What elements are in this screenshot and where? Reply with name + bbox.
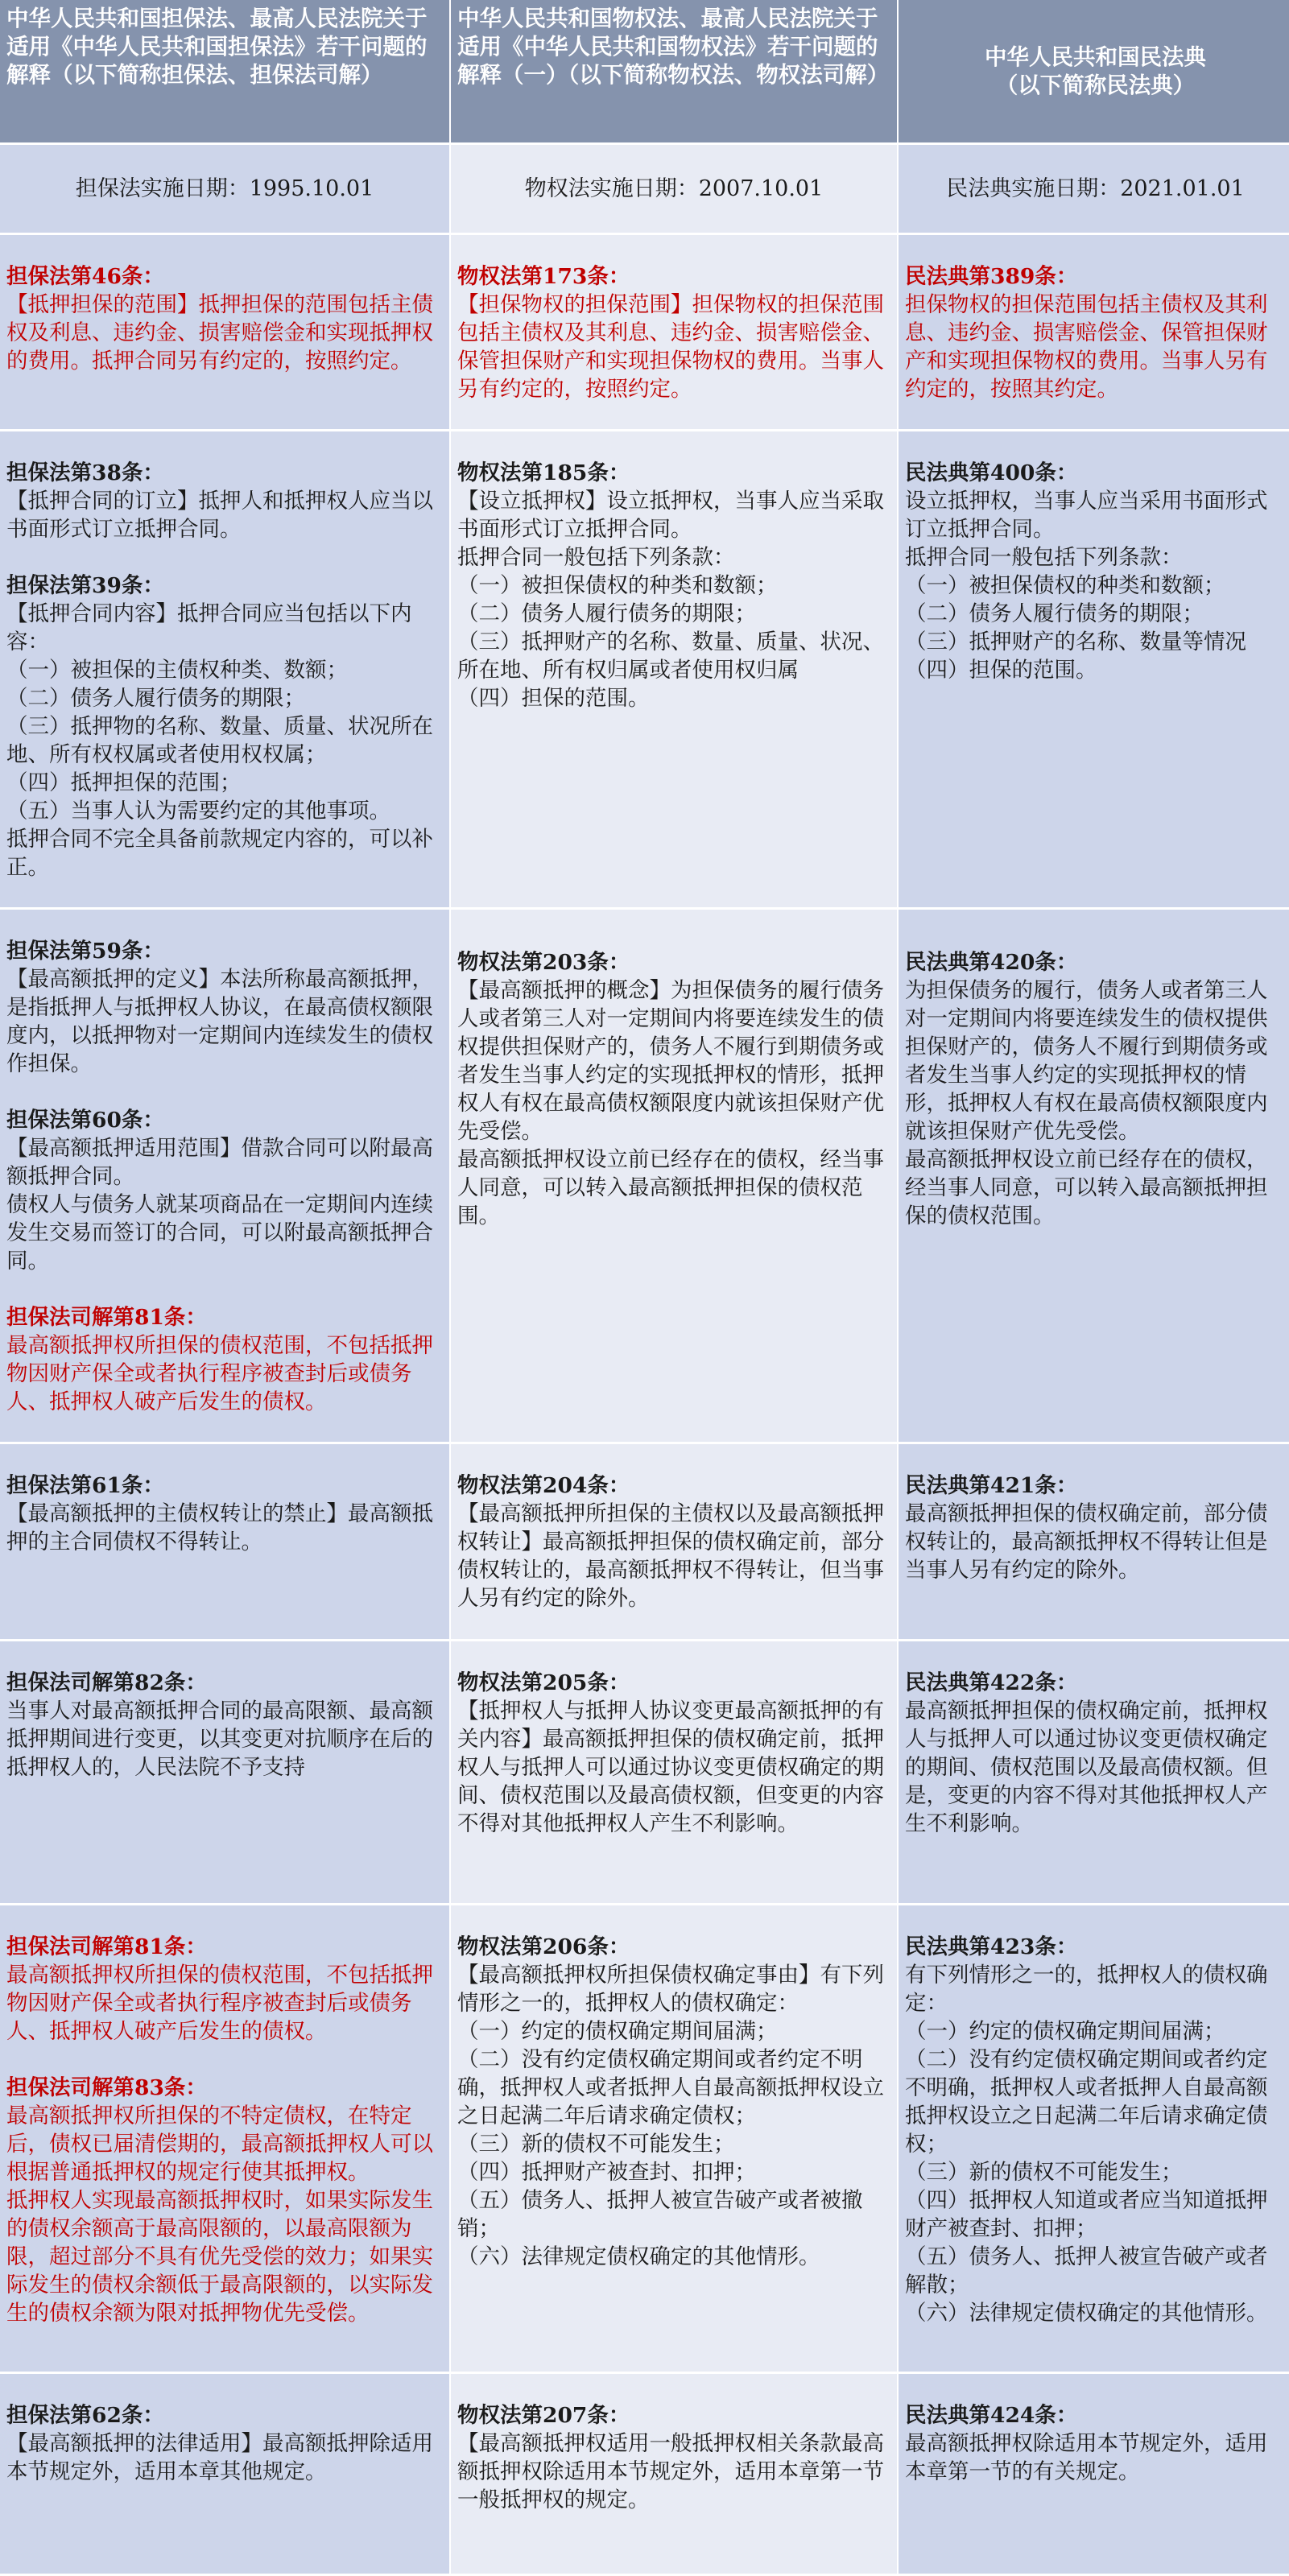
article-body: 【抵押权人与抵押人协议变更最高额抵押的有关内容】最高额抵押担保的债权确定前，抵押权人与抵押人可以通过协议变更债权确定的期间、债权范围以及最高债权额，但变更的内容不得对其他抵押权人产生不利影响。 <box>457 1699 884 1836</box>
date-civil-code-text: 民法典实施日期：2021.01.01 <box>946 176 1245 201</box>
article-title: 担保法第60条： <box>6 1108 164 1133</box>
article-cell-civil-code <box>899 1905 1289 2374</box>
article-block <box>457 1933 890 2271</box>
header-civil-code <box>899 0 1289 145</box>
article-block <box>6 937 443 1078</box>
article-cell-guarantee-law <box>0 235 449 431</box>
date-civil-code <box>899 145 1289 235</box>
article-title: 担保法司解第83条： <box>6 2075 207 2100</box>
article-title: 担保法第38条： <box>6 460 164 485</box>
article-body: 设立抵押权，当事人应当采用书面形式订立抵押合同。 抵押合同一般包括下列条款： （一）被担保债权的种类和数额； （二）债务人履行债务的期限； （三）抵押财产的名称、数量等情况 （四）担保的范围。 <box>905 489 1268 683</box>
article-block <box>457 1669 890 1838</box>
article-body: 【设立抵押权】设立抵押权，当事人应当采取书面形式订立抵押合同。 抵押合同一般包括下列条款： （一）被担保债权的种类和数额； （二）债务人履行债务的期限； （三）抵押财产的名称、数量、质量、状况、所在地、所有权归属或者使用权归属 （四）担保的范围。 <box>457 489 884 711</box>
article-title: 担保法第59条： <box>6 939 164 964</box>
article-body: 【最高额抵押权适用一般抵押权相关条款最高额抵押权除适用本节规定外，适用本章第一节一般抵押权的规定。 <box>457 2431 884 2512</box>
article-title: 物权法第206条： <box>457 1934 630 1959</box>
article-title: 民法典第422条： <box>905 1670 1078 1695</box>
article-block <box>905 2401 1286 2486</box>
article-body: 最高额抵押权除适用本节规定外，适用本章第一节的有关规定。 <box>905 2431 1268 2484</box>
date-guarantee-law <box>0 145 449 235</box>
article-cell-property-law <box>451 1444 897 1641</box>
article-title: 担保法第61条： <box>6 1473 164 1498</box>
article-title: 担保法第46条： <box>6 264 164 289</box>
article-body: 【抵押合同内容】抵押合同应当包括以下内容： （一）被担保的主债权种类、数额； （二）债务人履行债务的期限； （三）抵押物的名称、数量、质量、状况所在地、所有权权属或者使用权权属； （四）抵押担保的范围； （五）当事人认为需要约定的其他事项。 抵押合同不完全具备前款规定内容的，可以补正。 <box>6 601 433 880</box>
article-block <box>905 1933 1286 2327</box>
article-body: 最高额抵押担保的债权确定前，部分债权转让的，最高额抵押权不得转让但是当事人另有约定的除外。 <box>905 1501 1268 1583</box>
article-body: 有下列情形之一的，抵押权人的债权确定： （一）约定的债权确定期间届满； （二）没有约定债权确定期间或者约定不明确，抵押权人或者抵押人自最高额抵押权设立之日起满二年后请求确定债权； （三）新的债权不可能发生； （四）抵押权人知道或者应当知道抵押财产被查封、扣押； （五）债务人、抵押人被宣告破产或者解散； （六）法律规定债权确定的其他情形。 <box>905 1963 1268 2326</box>
article-title: 物权法第204条： <box>457 1473 630 1498</box>
article-cell-guarantee-law <box>0 2374 449 2576</box>
article-block <box>6 262 443 375</box>
article-cell-property-law <box>451 431 897 910</box>
article-cell-guarantee-law <box>0 910 449 1444</box>
article-title: 担保法司解第82条： <box>6 1670 207 1695</box>
article-body: 最高额抵押权所担保的债权范围，不包括抵押物因财产保全或者执行程序被查封后或债务人、抵押权人破产后发生的债权。 <box>6 1333 433 1414</box>
article-body: 【最高额抵押的概念】为担保债务的履行债务人或者第三人对一定期间内将要连续发生的债权提供担保财产的，债务人不履行到期债务或者发生当事人约定的实现抵押权的情形，抵押权人有权在最高债权额限度内就该担保财产优先受偿。 最高额抵押权设立前已经存在的债权，经当事人同意，可以转入最高额抵押担保的债权范围。 <box>457 978 884 1228</box>
article-title: 民法典第389条： <box>905 264 1078 289</box>
article-title: 民法典第400条： <box>905 460 1078 485</box>
article-title: 担保法第39条： <box>6 573 164 598</box>
article-block <box>6 1303 443 1416</box>
article-cell-civil-code <box>899 235 1289 431</box>
article-block <box>905 948 1286 1230</box>
article-block <box>6 2401 443 2486</box>
article-cell-property-law <box>451 1641 897 1905</box>
article-cell-civil-code <box>899 1641 1289 1905</box>
article-block <box>457 262 890 403</box>
article-block <box>6 1669 443 1781</box>
article-block <box>6 2074 443 2327</box>
article-block <box>905 1669 1286 1838</box>
article-body: 【担保物权的担保范围】担保物权的担保范围包括主债权及其利息、违约金、损害赔偿金、保管担保财产和实现担保物权的费用。当事人另有约定的，按照约定。 <box>457 292 884 402</box>
article-title: 民法典第423条： <box>905 1934 1078 1959</box>
article-cell-property-law <box>451 1905 897 2374</box>
article-title: 物权法第185条： <box>457 460 630 485</box>
article-block <box>905 459 1286 684</box>
article-body: 【最高额抵押权所担保债权确定事由】有下列情形之一的，抵押权人的债权确定： （一）约定的债权确定期间届满； （二）没有约定债权确定期间或者约定不明确，抵押权人或者抵押人自最高额抵押权设立之日起满二年后请求确定债权； （三）新的债权不可能发生； （四）抵押财产被查封、扣押； （五）债务人、抵押人被宣告破产或者被撤销； （六）法律规定债权确定的其他情形。 <box>457 1963 884 2269</box>
article-body: 【最高额抵押的主债权转让的禁止】最高额抵押的主合同债权不得转让。 <box>6 1501 433 1554</box>
article-title: 物权法第173条： <box>457 264 630 289</box>
article-body: 担保物权的担保范围包括主债权及其利息、违约金、损害赔偿金、保管担保财产和实现担保物权的费用。当事人另有约定的，按照其约定。 <box>905 292 1268 402</box>
article-cell-civil-code <box>899 910 1289 1444</box>
article-body: 最高额抵押权所担保的债权范围，不包括抵押物因财产保全或者执行程序被查封后或债务人、抵押权人破产后发生的债权。 <box>6 1963 433 2044</box>
article-block <box>6 459 443 543</box>
article-title: 物权法第205条： <box>457 1670 630 1695</box>
article-cell-civil-code <box>899 2374 1289 2576</box>
article-title: 担保法司解第81条： <box>6 1305 207 1330</box>
header-property-law-text: 中华人民共和国物权法、最高人民法院关于适用《中华人民共和国物权法》若干问题的解释（一）（以下简称物权法、物权法司解） <box>457 6 890 88</box>
article-title: 担保法第62条： <box>6 2403 164 2428</box>
article-body: 【最高额抵押的定义】本法所称最高额抵押，是指抵押人与抵押权人协议，在最高债权额限度内，以抵押物对一定期间内连续发生的债权作担保。 <box>6 967 433 1076</box>
article-body: 最高额抵押权所担保的不特定债权，在特定后，债权已届清偿期的，最高额抵押权人可以根据普通抵押权的规定行使其抵押权。 抵押权人实现最高额抵押权时，如果实际发生的债权余额高于最高限额的，以最高限额为限，超过部分不具有优先受偿的效力；如果实际发生的债权余额低于最高限额的，以实际发生的债权余额为限对抵押物优先受偿。 <box>6 2103 433 2326</box>
date-guarantee-law-text: 担保法实施日期：1995.10.01 <box>75 176 374 201</box>
article-body: 【抵押合同的订立】抵押人和抵押权人应当以书面形式订立抵押合同。 <box>6 489 433 542</box>
article-cell-civil-code <box>899 431 1289 910</box>
header-property-law <box>451 0 897 145</box>
article-title: 民法典第421条： <box>905 1473 1078 1498</box>
article-body: 为担保债务的履行，债务人或者第三人对一定期间内将要连续发生的债权提供担保财产的，债务人不履行到期债务或者发生当事人约定的实现抵押权的情形，抵押权人有权在最高债权额限度内就该担保财产优先受偿。 最高额抵押权设立前已经存在的债权，经当事人同意，可以转入最高额抵押担保的债权范围。 <box>905 978 1268 1228</box>
article-block <box>6 1472 443 1556</box>
article-title: 民法典第420条： <box>905 950 1078 975</box>
date-property-law <box>451 145 897 235</box>
article-title: 物权法第207条： <box>457 2403 630 2428</box>
date-property-law-text: 物权法实施日期：2007.10.01 <box>524 176 824 201</box>
article-body: 【最高额抵押适用范围】借款合同可以附最高额抵押合同。 债权人与债务人就某项商品在一定期间内连续发生交易而签订的合同，可以附最高额抵押合同。 <box>6 1136 433 1274</box>
article-body: 【抵押担保的范围】抵押担保的范围包括主债权及利息、违约金、损害赔偿金和实现抵押权的费用。抵押合同另有约定的，按照约定。 <box>6 292 433 374</box>
article-title: 担保法司解第81条： <box>6 1934 207 1959</box>
article-block <box>457 948 890 1230</box>
article-cell-guarantee-law <box>0 1905 449 2374</box>
article-body: 【最高额抵押的法律适用】最高额抵押除适用本节规定外，适用本章其他规定。 <box>6 2431 433 2484</box>
article-block <box>457 2401 890 2514</box>
article-block <box>905 262 1286 403</box>
article-body: 最高额抵押担保的债权确定前，抵押权人与抵押人可以通过协议变更债权确定的期间、债权范围以及最高债权额。但是，变更的内容不得对其他抵押权人产生不利影响。 <box>905 1699 1268 1836</box>
article-cell-property-law <box>451 2374 897 2576</box>
article-cell-civil-code <box>899 1444 1289 1641</box>
article-title: 物权法第203条： <box>457 950 630 975</box>
article-block <box>905 1472 1286 1584</box>
article-block <box>6 1106 443 1275</box>
article-body: 【最高额抵押所担保的主债权以及最高额抵押权转让】最高额抵押担保的债权确定前，部分债权转让的，最高额抵押权不得转让，但当事人另有约定的除外。 <box>457 1501 884 1611</box>
article-title: 民法典第424条： <box>905 2403 1078 2428</box>
article-block <box>457 459 890 712</box>
article-cell-guarantee-law <box>0 1641 449 1905</box>
article-body: 当事人对最高额抵押合同的最高限额、最高额抵押期间进行变更，以其变更对抗顺序在后的抵押权人的，人民法院不予支持 <box>6 1699 433 1780</box>
article-cell-guarantee-law <box>0 431 449 910</box>
article-cell-property-law <box>451 235 897 431</box>
header-guarantee-law-text: 中华人民共和国担保法、最高人民法院关于适用《中华人民共和国担保法》若干问题的解释（以下简称担保法、担保法司解） <box>6 6 428 88</box>
article-cell-guarantee-law <box>0 1444 449 1641</box>
article-block <box>457 1472 890 1612</box>
header-civil-code-text: 中华人民共和国民法典 （以下简称民法典） <box>985 43 1206 98</box>
article-block <box>6 572 443 881</box>
header-guarantee-law <box>0 0 449 145</box>
article-cell-property-law <box>451 910 897 1444</box>
article-block <box>6 1933 443 2046</box>
